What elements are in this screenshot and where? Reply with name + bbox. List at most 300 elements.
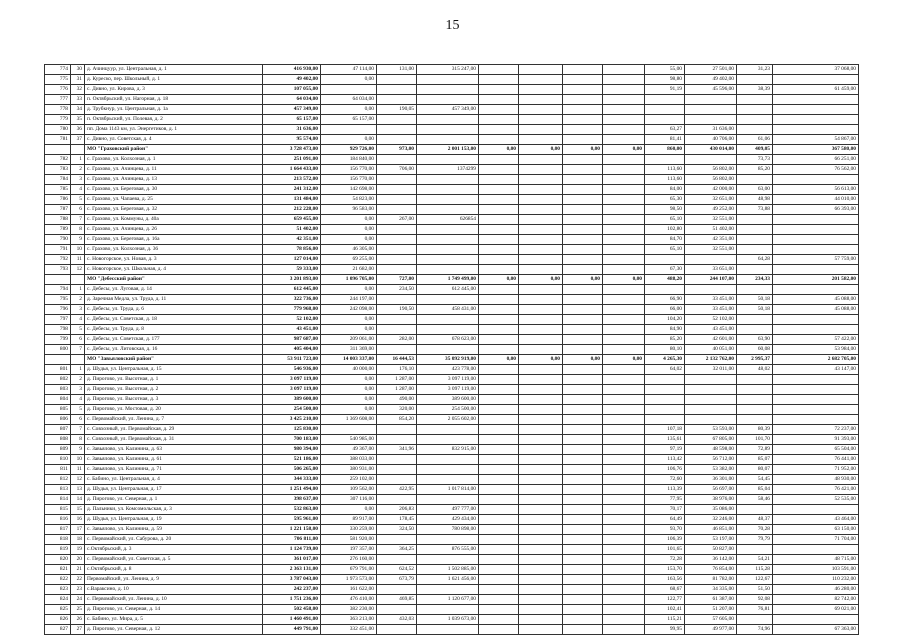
roof-cost-cell: 0,00	[321, 235, 377, 245]
facade-cost-cell: 626854	[417, 215, 479, 225]
system-cost-cell	[685, 155, 737, 165]
volume-cell: 54,45	[737, 475, 773, 485]
last-cost-cell: 45 088,00	[773, 295, 859, 305]
col-g-cell	[563, 525, 603, 535]
address-cell: МО "Дебесский район"	[85, 275, 263, 285]
row-index: 4	[71, 315, 85, 325]
system-cost-cell: 81 782,00	[685, 575, 737, 585]
total-cost-cell: 78 856,00	[263, 245, 321, 255]
roof-cost-cell: 0,00	[321, 385, 377, 395]
col-g-cell	[563, 565, 603, 575]
area-cell: 727,00	[377, 275, 417, 285]
system-cost-cell: 430 014,00	[685, 145, 737, 155]
area-cell: 1 287,00	[377, 385, 417, 395]
system-cost-cell: 38 976,00	[685, 495, 737, 505]
total-cost-cell: 416 930,00	[263, 65, 321, 75]
col-g-cell: 0,00	[563, 275, 603, 285]
total-cost-cell: 127 014,00	[263, 255, 321, 265]
facade-cost-cell	[417, 345, 479, 355]
facade-cost-cell	[417, 435, 479, 445]
system-cost-cell: 56 712,00	[685, 455, 737, 465]
length-cell: 70,17	[645, 505, 685, 515]
table-row	[45, 305, 859, 315]
table-row	[45, 515, 859, 525]
area-cell	[377, 265, 417, 275]
total-cost-cell: 779 968,00	[263, 305, 321, 315]
roof-cost-cell: 40 000,00	[321, 365, 377, 375]
row-number: 793	[45, 265, 71, 275]
system-cost-cell: 33 451,00	[685, 305, 737, 315]
system-cost-cell	[685, 95, 737, 105]
col-e-cell	[479, 515, 519, 525]
col-f-cell	[519, 565, 563, 575]
volume-cell: 48,02	[737, 365, 773, 375]
col-f-cell	[519, 485, 563, 495]
col-f-cell	[519, 505, 563, 515]
row-number: 790	[45, 235, 71, 245]
roof-cost-cell: 330 259,00	[321, 525, 377, 535]
col-h-cell	[603, 285, 645, 295]
total-cost-cell: 502 458,00	[263, 605, 321, 615]
facade-cost-cell	[417, 585, 479, 595]
last-cost-cell: 91 393,00	[773, 435, 859, 445]
row-index: 26	[71, 615, 85, 625]
volume-cell	[737, 95, 773, 105]
system-cost-cell: 56 697,00	[685, 485, 737, 495]
facade-cost-cell	[417, 495, 479, 505]
col-e-cell	[479, 525, 519, 535]
col-h-cell	[603, 345, 645, 355]
volume-cell	[737, 505, 773, 515]
col-e-cell	[479, 195, 519, 205]
address-cell: д. Шудья, ул. Центральная, д. 17	[85, 485, 263, 495]
col-g-cell	[563, 375, 603, 385]
row-index: 4	[71, 185, 85, 195]
roof-cost-cell: 0,00	[321, 325, 377, 335]
area-cell: 131,00	[377, 65, 417, 75]
row-number: 827	[45, 625, 71, 635]
last-cost-cell	[773, 325, 859, 335]
total-cost-cell: 3 787 043,00	[263, 575, 321, 585]
col-g-cell	[563, 225, 603, 235]
address-cell: д. Пирогово, ул. Высотная, д. 2	[85, 385, 263, 395]
col-g-cell	[563, 255, 603, 265]
last-cost-cell: 52 535,00	[773, 495, 859, 505]
col-e-cell	[479, 445, 519, 455]
col-g-cell	[563, 165, 603, 175]
col-h-cell	[603, 565, 645, 575]
col-g-cell	[563, 75, 603, 85]
col-g-cell	[563, 365, 603, 375]
col-f-cell	[519, 95, 563, 105]
col-g-cell	[563, 505, 603, 515]
last-cost-cell: 53 984,00	[773, 345, 859, 355]
col-e-cell	[479, 235, 519, 245]
last-cost-cell	[773, 225, 859, 235]
col-e-cell	[479, 595, 519, 605]
volume-cell	[737, 75, 773, 85]
last-cost-cell: 43 147,00	[773, 365, 859, 375]
table-row	[45, 265, 859, 275]
area-cell	[377, 235, 417, 245]
table-row	[45, 65, 859, 75]
total-cost-cell: 398 637,00	[263, 495, 321, 505]
facade-cost-cell: 876 555,00	[417, 545, 479, 555]
row-index: 1	[71, 285, 85, 295]
col-e-cell	[479, 375, 519, 385]
col-g-cell	[563, 415, 603, 425]
facade-cost-cell: 1374299	[417, 165, 479, 175]
last-cost-cell	[773, 265, 859, 275]
table-row	[45, 535, 859, 545]
row-number: 822	[45, 575, 71, 585]
col-g-cell	[563, 335, 603, 345]
volume-cell: 48,98	[737, 195, 773, 205]
volume-cell: 122,67	[737, 575, 773, 585]
col-h-cell	[603, 425, 645, 435]
length-cell: 98,50	[645, 205, 685, 215]
total-cost-cell: 612 445,00	[263, 285, 321, 295]
facade-cost-cell: 2 055 602,00	[417, 415, 479, 425]
length-cell: 97,19	[645, 445, 685, 455]
last-cost-cell: 56 613,00	[773, 185, 859, 195]
row-number: 791	[45, 245, 71, 255]
address-cell: п. Октябрьский, ул. Нагорная, д. 18	[85, 95, 263, 105]
total-cost-cell: 987 687,00	[263, 335, 321, 345]
roof-cost-cell: 197 357,00	[321, 545, 377, 555]
col-g-cell	[563, 265, 603, 275]
col-h-cell	[603, 445, 645, 455]
col-h-cell	[603, 215, 645, 225]
area-cell: 324,50	[377, 525, 417, 535]
col-g-cell	[563, 295, 603, 305]
row-index: 36	[71, 125, 85, 135]
facade-cost-cell: 1 120 677,00	[417, 595, 479, 605]
facade-cost-cell	[417, 205, 479, 215]
length-cell: 65,10	[645, 245, 685, 255]
last-cost-cell: 69 021,00	[773, 605, 859, 615]
col-g-cell: 0,00	[563, 355, 603, 365]
total-cost-cell: 51 402,00	[263, 225, 321, 235]
row-number: 801	[45, 365, 71, 375]
total-cost-cell: 405 404,00	[263, 345, 321, 355]
row-number: 778	[45, 105, 71, 115]
total-cost-cell: 1 664 433,00	[263, 165, 321, 175]
system-cost-cell: 48 598,00	[685, 445, 737, 455]
last-cost-cell: 76 421,00	[773, 485, 859, 495]
row-number: 824	[45, 595, 71, 605]
col-e-cell: 0,00	[479, 355, 519, 365]
row-number: 784	[45, 175, 71, 185]
volume-cell	[737, 325, 773, 335]
table-row	[45, 575, 859, 585]
row-number: 787	[45, 205, 71, 215]
volume-cell	[737, 115, 773, 125]
system-cost-cell: 32 551,00	[685, 215, 737, 225]
last-cost-cell: 43 464,00	[773, 515, 859, 525]
area-cell: 624,52	[377, 565, 417, 575]
last-cost-cell	[773, 105, 859, 115]
col-g-cell	[563, 205, 603, 215]
col-g-cell	[563, 115, 603, 125]
length-cell: 77,95	[645, 495, 685, 505]
col-f-cell: 0,00	[519, 275, 563, 285]
volume-cell: 48,37	[737, 515, 773, 525]
last-cost-cell: 110 232,00	[773, 575, 859, 585]
col-g-cell	[563, 595, 603, 605]
row-index: 20	[71, 555, 85, 565]
table-row	[45, 285, 859, 295]
system-cost-cell: 51 207,00	[685, 605, 737, 615]
total-cost-cell: 52 102,00	[263, 315, 321, 325]
row-index	[71, 275, 85, 285]
facade-cost-cell	[417, 535, 479, 545]
table-row	[45, 505, 859, 515]
col-h-cell	[603, 475, 645, 485]
row-index: 23	[71, 585, 85, 595]
row-number: 776	[45, 85, 71, 95]
row-number: 789	[45, 225, 71, 235]
volume-cell: 92,08	[737, 595, 773, 605]
length-cell	[645, 95, 685, 105]
address-cell: с. Дебесы, ул. Труда, д. 6	[85, 305, 263, 315]
total-cost-cell: 506 265,00	[263, 465, 321, 475]
length-cell: 102,41	[645, 605, 685, 615]
row-index	[71, 145, 85, 155]
col-g-cell	[563, 105, 603, 115]
last-cost-cell: 54 867,00	[773, 135, 859, 145]
address-cell: с. Грахово, ул. Колхозная, д. 36	[85, 245, 263, 255]
col-f-cell	[519, 425, 563, 435]
volume-cell: 51,50	[737, 585, 773, 595]
row-number: 796	[45, 305, 71, 315]
roof-cost-cell: 109 562,00	[321, 485, 377, 495]
row-number: 817	[45, 525, 71, 535]
facade-cost-cell	[417, 245, 479, 255]
col-e-cell	[479, 205, 519, 215]
col-g-cell	[563, 305, 603, 315]
length-cell: 65,10	[645, 215, 685, 225]
address-cell: МО "Граховский район"	[85, 145, 263, 155]
address-cell: д. Заречная Медла, ул. Труда, д. 11	[85, 295, 263, 305]
col-h-cell	[603, 405, 645, 415]
area-cell: 1 287,00	[377, 375, 417, 385]
row-number: 781	[45, 135, 71, 145]
volume-cell: 64,28	[737, 255, 773, 265]
col-h-cell	[603, 135, 645, 145]
address-cell: с. Новогорское, ул. Школьная, д. 4	[85, 265, 263, 275]
length-cell: 122,77	[645, 595, 685, 605]
col-h-cell	[603, 95, 645, 105]
row-number: 818	[45, 535, 71, 545]
roof-cost-cell: 0,00	[321, 315, 377, 325]
row-number: 821	[45, 565, 71, 575]
row-number: 782	[45, 155, 71, 165]
row-index: 37	[71, 135, 85, 145]
facade-cost-cell	[417, 465, 479, 475]
total-cost-cell: 107 055,00	[263, 85, 321, 95]
area-cell	[377, 245, 417, 255]
address-cell: с. Бабино, ул. Мира, д. 5	[85, 615, 263, 625]
last-cost-cell	[773, 75, 859, 85]
col-f-cell	[519, 205, 563, 215]
row-index: 14	[71, 495, 85, 505]
col-g-cell	[563, 215, 603, 225]
last-cost-cell	[773, 375, 859, 385]
length-cell: 101,65	[645, 545, 685, 555]
table-row	[45, 415, 859, 425]
area-cell: 234,50	[377, 285, 417, 295]
col-e-cell	[479, 305, 519, 315]
total-cost-cell: 251 091,00	[263, 155, 321, 165]
address-cell: с. Завьялово, ул. Калинина, д. 59	[85, 525, 263, 535]
roof-cost-cell: 307 116,00	[321, 495, 377, 505]
roof-cost-cell: 0,00	[321, 375, 377, 385]
col-f-cell	[519, 585, 563, 595]
area-cell	[377, 95, 417, 105]
col-f-cell	[519, 295, 563, 305]
roof-cost-cell: 64 034,00	[321, 95, 377, 105]
table-body	[45, 65, 859, 635]
address-cell: пп. Дома 1143 км, ул. Энергетиков, д. 1	[85, 125, 263, 135]
facade-cost-cell: 780 898,00	[417, 525, 479, 535]
address-cell: д. Пальники, ул. Комсомольская, д. 3	[85, 505, 263, 515]
col-g-cell	[563, 615, 603, 625]
col-h-cell	[603, 495, 645, 505]
col-h-cell	[603, 115, 645, 125]
facade-cost-cell	[417, 295, 479, 305]
col-e-cell	[479, 535, 519, 545]
col-e-cell	[479, 335, 519, 345]
total-cost-cell: 65 157,00	[263, 115, 321, 125]
system-cost-cell: 32 551,00	[685, 245, 737, 255]
area-cell	[377, 225, 417, 235]
length-cell: 104,20	[645, 315, 685, 325]
row-index: 12	[71, 265, 85, 275]
address-cell: д. Пирогово, ул. Мостовая, д. 20	[85, 405, 263, 415]
total-cost-cell: 1 221 158,00	[263, 525, 321, 535]
system-cost-cell: 56 802,00	[685, 175, 737, 185]
row-index: 24	[71, 595, 85, 605]
row-number: 804	[45, 395, 71, 405]
section-total-row	[45, 275, 859, 285]
area-cell: 432,03	[377, 615, 417, 625]
roof-cost-cell: 161 622,00	[321, 585, 377, 595]
row-index: 3	[71, 305, 85, 315]
volume-cell: 31,23	[737, 65, 773, 75]
col-g-cell	[563, 135, 603, 145]
total-cost-cell: 43 451,00	[263, 325, 321, 335]
last-cost-cell: 71 704,00	[773, 535, 859, 545]
row-number: 820	[45, 555, 71, 565]
col-h-cell	[603, 265, 645, 275]
system-cost-cell: 31 636,00	[685, 125, 737, 135]
col-h-cell	[603, 605, 645, 615]
volume-cell: 234,33	[737, 275, 773, 285]
row-index: 25	[71, 605, 85, 615]
roof-cost-cell: 276 160,00	[321, 555, 377, 565]
volume-cell	[737, 265, 773, 275]
total-cost-cell: 449 791,00	[263, 625, 321, 635]
total-cost-cell: 1 251 494,00	[263, 485, 321, 495]
facade-cost-cell: 3 097 119,00	[417, 375, 479, 385]
facade-cost-cell	[417, 425, 479, 435]
row-index: 18	[71, 535, 85, 545]
last-cost-cell: 103 591,00	[773, 565, 859, 575]
col-h-cell	[603, 195, 645, 205]
last-cost-cell: 37 068,00	[773, 65, 859, 75]
area-cell	[377, 585, 417, 595]
facade-cost-cell	[417, 625, 479, 635]
volume-cell: 76,81	[737, 605, 773, 615]
row-number: 795	[45, 295, 71, 305]
row-index: 19	[71, 545, 85, 555]
col-g-cell	[563, 515, 603, 525]
roof-cost-cell: 1 973 573,00	[321, 575, 377, 585]
volume-cell	[737, 395, 773, 405]
row-index: 4	[71, 395, 85, 405]
col-f-cell	[519, 245, 563, 255]
row-number: 805	[45, 405, 71, 415]
last-cost-cell: 82 742,00	[773, 595, 859, 605]
col-e-cell	[479, 425, 519, 435]
col-f-cell	[519, 225, 563, 235]
row-index: 31	[71, 75, 85, 85]
col-e-cell: 0,00	[479, 145, 519, 155]
system-cost-cell: 32 011,00	[685, 365, 737, 375]
table-row	[45, 555, 859, 565]
total-cost-cell: 3 097 119,00	[263, 385, 321, 395]
col-h-cell	[603, 165, 645, 175]
area-cell	[377, 325, 417, 335]
address-cell: с. Завьялово, ул. Калинина, д. 63	[85, 445, 263, 455]
address-cell: с. Грахово, ул. Коммуны, д. 40а	[85, 215, 263, 225]
last-cost-cell: 65 504,00	[773, 445, 859, 455]
row-number: 811	[45, 465, 71, 475]
system-cost-cell: 33 651,00	[685, 265, 737, 275]
col-f-cell	[519, 365, 563, 375]
table-row	[45, 445, 859, 455]
col-h-cell	[603, 335, 645, 345]
col-e-cell	[479, 615, 519, 625]
volume-cell	[737, 125, 773, 135]
facade-cost-cell: 3 097 119,00	[417, 385, 479, 395]
total-cost-cell: 2 363 131,00	[263, 565, 321, 575]
length-cell: 84,70	[645, 235, 685, 245]
col-f-cell	[519, 85, 563, 95]
col-g-cell	[563, 445, 603, 455]
last-cost-cell	[773, 315, 859, 325]
row-number: 812	[45, 475, 71, 485]
table-row	[45, 335, 859, 345]
area-cell	[377, 455, 417, 465]
col-h-cell	[603, 305, 645, 315]
table-row	[45, 155, 859, 165]
col-e-cell	[479, 575, 519, 585]
roof-cost-cell: 69 255,00	[321, 255, 377, 265]
facade-cost-cell	[417, 225, 479, 235]
col-e-cell	[479, 555, 519, 565]
table-row	[45, 245, 859, 255]
length-cell: 93,70	[645, 525, 685, 535]
col-h-cell	[603, 525, 645, 535]
last-cost-cell	[773, 245, 859, 255]
col-h-cell	[603, 325, 645, 335]
system-cost-cell: 43 451,00	[685, 325, 737, 335]
facade-cost-cell: 1 017 814,00	[417, 485, 479, 495]
row-index: 32	[71, 85, 85, 95]
col-e-cell	[479, 245, 519, 255]
